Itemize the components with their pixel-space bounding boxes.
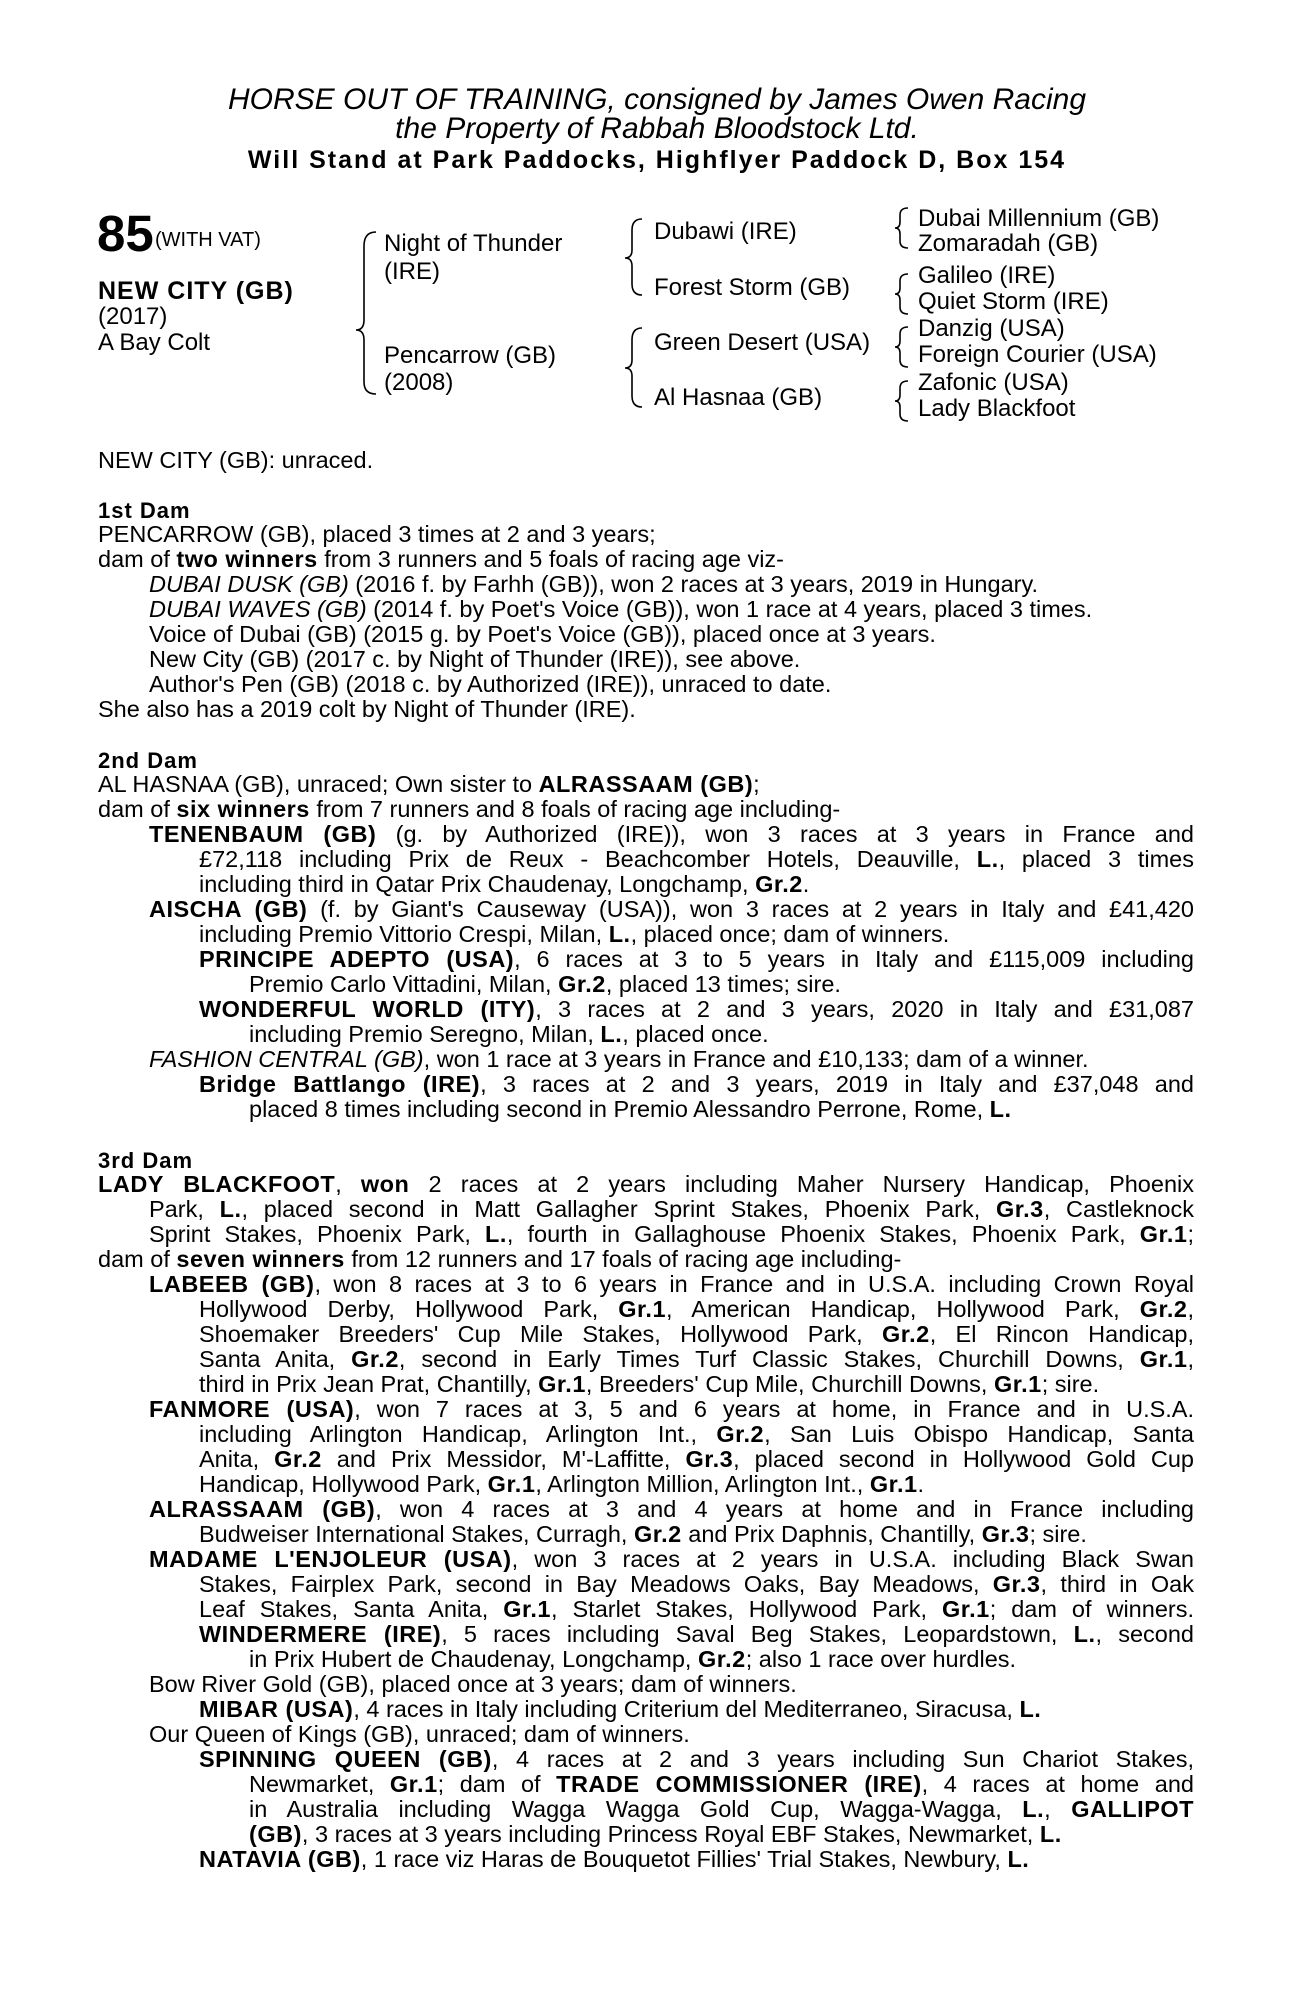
produce-entry-cont: including third in Qatar Prix Chaudenay, Longchamp, Gr.2. <box>199 871 810 897</box>
produce-entry-cont: Leaf Stakes, Santa Anita, Gr.1, Starlet Stakes, Hollywood Park, Gr.1; dam of winners. <box>199 1596 1194 1622</box>
produce-entry-cont: placed 8 times including second in Premio Alessandro Perrone, Rome, L. <box>249 1096 1012 1122</box>
first-dam-heading: 1st Dam <box>98 498 191 523</box>
dam-sire: Green Desert (USA) <box>654 329 871 356</box>
vat-note: (WITH VAT) <box>155 229 261 251</box>
ddd-name: Lady Blackfoot <box>918 395 1076 422</box>
produce-entry-cont: including Premio Vittorio Crespi, Milan, L., placed once; dam of winners. <box>199 921 950 947</box>
produce-entry: Our Queen of Kings (GB), unraced; dam of winners. <box>149 1721 690 1747</box>
produce-entry: AISCHA (GB) (f. by Giant's Causeway (USA)), won 3 races at 2 years in Italy and £41,420 <box>149 896 1194 922</box>
third-dam-line-cont: Sprint Stakes, Phoenix Park, L., fourth in Gallaghouse Phoenix Stakes, Phoenix Park, Gr.1; <box>149 1221 1195 1247</box>
produce-entry-cont: Anita, Gr.2 and Prix Messidor, M'-Laffitte, Gr.3, placed second in Hollywood Gold Cup <box>199 1446 1194 1472</box>
third-dam-line-cont: Park, L., placed second in Matt Gallagher Sprint Stakes, Phoenix Park, Gr.3, Castleknock <box>149 1196 1194 1222</box>
produce-entry: DUBAI WAVES (GB) (2014 f. by Poet's Voice (GB)), won 1 race at 4 years, placed 3 times. <box>149 596 1093 622</box>
produce-entry: LABEEB (GB), won 8 races at 3 to 6 years in France and in U.S.A. including Crown Royal <box>149 1271 1195 1297</box>
produce-entry: Voice of Dubai (GB) (2015 g. by Poet's Voice (GB)), placed once at 3 years. <box>149 621 936 647</box>
dam-name: Pencarrow (GB) <box>384 342 557 369</box>
consignor-line: HORSE OUT OF TRAINING, consigned by James Owen Racing <box>227 83 1087 116</box>
dam-bracket <box>625 328 642 407</box>
produce-entry-cont: Newmarket, Gr.1; dam of TRADE COMMISSIONER (IRE), 4 races at home and <box>249 1771 1194 1797</box>
produce-entry-cont: Stakes, Fairplex Park, second in Bay Meadows Oaks, Bay Meadows, Gr.3, third in Oak <box>199 1571 1194 1597</box>
property-line: the Property of Rabbah Bloodstock Ltd. <box>395 112 919 145</box>
race-summary: NEW CITY (GB): unraced. <box>98 447 374 473</box>
sire-dam-bracket <box>895 274 908 314</box>
produce-note: She also has a 2019 colt by Night of Thunder (IRE). <box>98 696 636 722</box>
third-dam-heading: 3rd Dam <box>98 1148 194 1173</box>
produce-entry-cont: including Arlington Handicap, Arlington Int., Gr.2, San Luis Obispo Handicap, Santa <box>199 1421 1194 1447</box>
sds-name: Galileo (IRE) <box>918 262 1056 289</box>
horse-description: A Bay Colt <box>98 329 211 356</box>
produce-entry: ALRASSAAM (GB), won 4 races at 3 and 4 years at home and in France including <box>149 1496 1194 1522</box>
dam-sire-bracket <box>895 327 908 367</box>
third-dam-line: LADY BLACKFOOT, won 2 races at 2 years including Maher Nursery Handicap, Phoenix <box>98 1171 1194 1197</box>
dam-year: (2008) <box>384 369 454 396</box>
ssd-name: Zomaradah (GB) <box>918 230 1099 257</box>
third-dam-produce-line: dam of seven winners from 12 runners and 17 foals of racing age including- <box>98 1246 902 1272</box>
produce-entry: FASHION CENTRAL (GB), won 1 race at 3 years in France and £10,133; dam of a winner. <box>149 1046 1089 1072</box>
produce-entry-cont: Santa Anita, Gr.2, second in Early Times Turf Classic Stakes, Churchill Downs, Gr.1, <box>199 1346 1194 1372</box>
sss-name: Dubai Millennium (GB) <box>918 205 1160 232</box>
dss-name: Danzig (USA) <box>918 315 1065 342</box>
produce-entry-cont: £72,118 including Prix de Reux - Beachcomber Hotels, Deauville, L., placed 3 times <box>199 846 1194 872</box>
produce-entry-cont: in Prix Hubert de Chaudenay, Longchamp, Gr.2; also 1 race over hurdles. <box>249 1646 1017 1672</box>
produce-entry-cont: including Premio Seregno, Milan, L., placed once. <box>249 1021 769 1047</box>
sire-sire-bracket <box>895 208 908 248</box>
dsd-name: Foreign Courier (USA) <box>918 341 1157 368</box>
dds-name: Zafonic (USA) <box>918 369 1069 396</box>
produce-entry-cont: Hollywood Derby, Hollywood Park, Gr.1, American Handicap, Hollywood Park, Gr.2, <box>199 1296 1195 1322</box>
first-dam-produce-line: dam of two winners from 3 runners and 5 foals of racing age viz- <box>98 546 784 572</box>
produce-entry: TENENBAUM (GB) (g. by Authorized (IRE)), won 3 races at 3 years in France and <box>149 821 1194 847</box>
sire-sire: Dubawi (IRE) <box>654 218 797 245</box>
produce-entry: WINDERMERE (IRE), 5 races including Saval Beg Stakes, Leopardstown, L., second <box>199 1621 1195 1647</box>
first-dam-line: PENCARROW (GB), placed 3 times at 2 and 3 years; <box>98 521 656 547</box>
produce-entry: SPINNING QUEEN (GB), 4 races at 2 and 3 years including Sun Chariot Stakes, <box>199 1746 1194 1772</box>
produce-entry: PRINCIPE ADEPTO (USA), 6 races at 3 to 5 years in Italy and £115,009 including <box>199 946 1194 972</box>
produce-entry: NATAVIA (GB), 1 race viz Haras de Bouquetot Fillies' Trial Stakes, Newbury, L. <box>199 1846 1030 1872</box>
produce-entry-cont: Budweiser International Stakes, Curragh, Gr.2 and Prix Daphnis, Chantilly, Gr.3; sire. <box>199 1521 1087 1547</box>
sire-dam: Forest Storm (GB) <box>654 274 851 301</box>
produce-entry: DUBAI DUSK (GB) (2016 f. by Farhh (GB)), won 2 races at 3 years, 2019 in Hungary. <box>149 571 1039 597</box>
produce-entry: New City (GB) (2017 c. by Night of Thunder (IRE)), see above. <box>149 646 801 672</box>
dam-dam: Al Hasnaa (GB) <box>654 384 823 411</box>
produce-entry-cont: (GB), 3 races at 3 years including Princess Royal EBF Stakes, Newmarket, L. <box>249 1821 1062 1847</box>
produce-entry: FANMORE (USA), won 7 races at 3, 5 and 6 years at home, in France and in U.S.A. <box>149 1396 1195 1422</box>
produce-entry-cont: third in Prix Jean Prat, Chantilly, Gr.1, Breeders' Cup Mile, Churchill Downs, Gr.1; sire. <box>199 1371 1100 1397</box>
dam-dam-bracket <box>895 381 908 421</box>
produce-entry-cont: Handicap, Hollywood Park, Gr.1, Arlington Million, Arlington Int., Gr.1. <box>199 1471 925 1497</box>
produce-entry-cont: Premio Carlo Vittadini, Milan, Gr.2, placed 13 times; sire. <box>249 971 841 997</box>
second-dam-line: AL HASNAA (GB), unraced; Own sister to ALRASSAAM (GB); <box>98 771 760 797</box>
sire-name: Night of Thunder <box>384 230 563 257</box>
produce-entry: Bow River Gold (GB), placed once at 3 years; dam of winners. <box>149 1671 797 1697</box>
horse-name: NEW CITY (GB) <box>98 277 294 305</box>
sdd-name: Quiet Storm (IRE) <box>918 288 1109 315</box>
produce-entry: WONDERFUL WORLD (ITY), 3 races at 2 and 3 years, 2020 in Italy and £31,087 <box>199 996 1194 1022</box>
produce-entry: Author's Pen (GB) (2018 c. by Authorized (IRE)), unraced to date. <box>149 671 832 697</box>
main-bracket <box>356 232 376 394</box>
produce-entry: MADAME L'ENJOLEUR (USA), won 3 races at 2 years in U.S.A. including Black Swan <box>149 1546 1194 1572</box>
second-dam-heading: 2nd Dam <box>98 748 198 773</box>
sire-country: (IRE) <box>384 258 440 285</box>
produce-entry: MIBAR (USA), 4 races in Italy including Criterium del Mediterraneo, Siracusa, L. <box>199 1696 1042 1722</box>
location-line: Will Stand at Park Paddocks, Highflyer Paddock D, Box 154 <box>247 146 1067 174</box>
second-dam-produce-line: dam of six winners from 7 runners and 8 foals of racing age including- <box>98 796 841 822</box>
horse-year: (2017) <box>98 303 168 330</box>
lot-number: 85 <box>97 205 154 262</box>
sire-bracket <box>625 219 642 295</box>
produce-entry: Bridge Battlango (IRE), 3 races at 2 and 3 years, 2019 in Italy and £37,048 and <box>199 1071 1194 1097</box>
produce-entry-cont: in Australia including Wagga Wagga Gold Cup, Wagga-Wagga, L., GALLIPOT <box>249 1796 1194 1822</box>
produce-entry-cont: Shoemaker Breeders' Cup Mile Stakes, Hollywood Park, Gr.2, El Rincon Handicap, <box>199 1321 1194 1347</box>
